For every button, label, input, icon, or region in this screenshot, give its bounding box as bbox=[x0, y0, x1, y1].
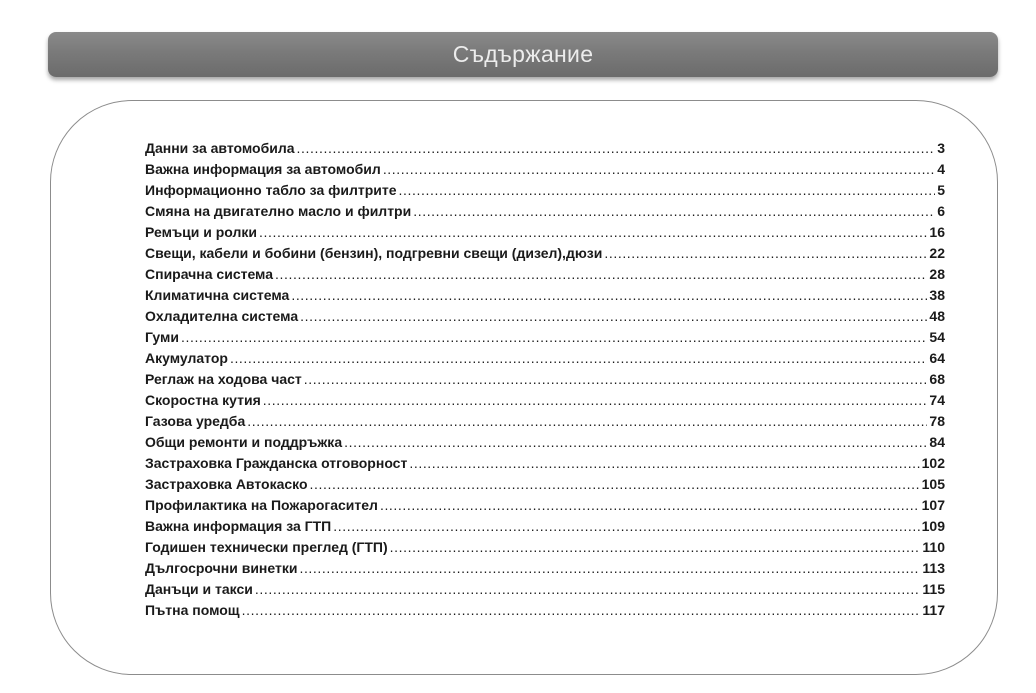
toc-entry-page-number: 115 bbox=[922, 581, 945, 597]
toc-entry-title: Информационно табло за филтрите bbox=[145, 182, 397, 198]
toc-entry[interactable] bbox=[145, 516, 945, 537]
toc-entry[interactable] bbox=[145, 369, 945, 390]
toc-entry-title: Данни за автомобила bbox=[145, 140, 295, 156]
toc-dot-leader bbox=[275, 264, 927, 285]
toc-entry-page-number: 102 bbox=[921, 455, 945, 471]
toc-entry[interactable] bbox=[145, 495, 945, 516]
toc-entry-title: Скоростна кутия bbox=[145, 392, 261, 408]
toc-entry-title: Профилактика на Пожарогасител bbox=[145, 497, 378, 513]
toc-entry[interactable] bbox=[145, 558, 945, 579]
toc-dot-leader bbox=[299, 558, 920, 579]
toc-entry[interactable] bbox=[145, 138, 945, 159]
toc-entry[interactable] bbox=[145, 579, 945, 600]
toc-entry[interactable] bbox=[145, 264, 945, 285]
toc-dot-leader bbox=[181, 327, 927, 348]
toc-entry-title: Важна информация за ГТП bbox=[145, 518, 332, 534]
toc-entry-title: Годишен технически преглед (ГТП) bbox=[145, 539, 388, 555]
toc-entry[interactable] bbox=[145, 327, 945, 348]
toc-dot-leader bbox=[242, 600, 921, 621]
toc-entry-page-number: 6 bbox=[937, 203, 945, 219]
toc-dot-leader bbox=[333, 516, 919, 537]
toc-dot-leader bbox=[310, 474, 920, 495]
toc-entry[interactable] bbox=[145, 453, 945, 474]
toc-entry-title: Важна информация за автомобил bbox=[145, 161, 381, 177]
toc-entry[interactable] bbox=[145, 180, 945, 201]
toc-entry[interactable] bbox=[145, 348, 945, 369]
toc-entry-page-number: 78 bbox=[929, 413, 945, 429]
toc-entry-title: Смяна на двигателно масло и филтри bbox=[145, 203, 412, 219]
toc-dot-leader bbox=[297, 138, 936, 159]
toc-entry-page-number: 84 bbox=[929, 434, 945, 450]
toc-entry-page-number: 22 bbox=[929, 245, 945, 261]
toc-dot-leader bbox=[380, 495, 920, 516]
toc-entry[interactable] bbox=[145, 201, 945, 222]
toc-entry-page-number: 74 bbox=[929, 392, 945, 408]
toc-entry-title: Данъци и такси bbox=[145, 581, 253, 597]
toc-dot-leader bbox=[247, 411, 927, 432]
toc-entry[interactable] bbox=[145, 285, 945, 306]
toc-entry-page-number: 117 bbox=[922, 602, 945, 618]
toc-entry-page-number: 38 bbox=[929, 287, 945, 303]
toc-dot-leader bbox=[300, 306, 927, 327]
toc-entry[interactable] bbox=[145, 432, 945, 453]
toc-dot-leader bbox=[413, 201, 935, 222]
toc-entry-page-number: 3 bbox=[937, 140, 945, 156]
toc-dot-leader bbox=[344, 432, 927, 453]
toc-entry[interactable] bbox=[145, 411, 945, 432]
toc-entry[interactable] bbox=[145, 600, 945, 621]
toc-entry-page-number: 4 bbox=[937, 161, 945, 177]
toc-entry-page-number: 105 bbox=[921, 476, 945, 492]
toc-dot-leader bbox=[604, 243, 927, 264]
toc-entry-title: Общи ремонти и поддръжка bbox=[145, 434, 343, 450]
toc-entry-page-number: 28 bbox=[929, 266, 945, 282]
toc-entry[interactable] bbox=[145, 222, 945, 243]
toc-dot-leader bbox=[255, 579, 921, 600]
toc-entry-page-number: 107 bbox=[921, 497, 945, 513]
toc-dot-leader bbox=[230, 348, 927, 369]
toc-dot-leader bbox=[409, 453, 919, 474]
toc-dot-leader bbox=[399, 180, 936, 201]
toc-dot-leader bbox=[304, 369, 928, 390]
toc-entry[interactable] bbox=[145, 306, 945, 327]
toc-dot-leader bbox=[383, 159, 935, 180]
toc-dot-leader bbox=[291, 285, 927, 306]
toc-entry-page-number: 5 bbox=[937, 182, 945, 198]
toc-entry-page-number: 68 bbox=[929, 371, 945, 387]
toc-entry-page-number: 48 bbox=[929, 308, 945, 324]
toc-entry-title: Застраховка Гражданска отговорност bbox=[145, 455, 408, 471]
toc-entry-page-number: 64 bbox=[929, 350, 945, 366]
toc-dot-leader bbox=[390, 537, 921, 558]
toc-entry[interactable] bbox=[145, 159, 945, 180]
toc-entry-page-number: 16 bbox=[929, 224, 945, 240]
toc-entry-page-number: 113 bbox=[922, 560, 945, 576]
toc-dot-leader bbox=[259, 222, 927, 243]
toc-entry[interactable] bbox=[145, 390, 945, 411]
toc-entry-title: Гуми bbox=[145, 329, 179, 345]
toc-entry-page-number: 54 bbox=[929, 329, 945, 345]
toc-entry-title: Газова уредба bbox=[145, 413, 246, 429]
toc-entry-title: Климатична система bbox=[145, 287, 290, 303]
toc-entry-page-number: 110 bbox=[922, 539, 945, 555]
toc-entry-title: Спирачна система bbox=[145, 266, 274, 282]
toc-entry-title: Дългосрочни винетки bbox=[145, 560, 298, 576]
toc-entry-title: Охладителна система bbox=[145, 308, 299, 324]
toc-entry-title: Ремъци и ролки bbox=[145, 224, 258, 240]
toc-entry[interactable] bbox=[145, 537, 945, 558]
toc-entry[interactable] bbox=[145, 474, 945, 495]
toc-entry[interactable] bbox=[145, 243, 945, 264]
toc-entry-title: Реглаж на ходова част bbox=[145, 371, 302, 387]
toc-entry-page-number: 109 bbox=[921, 518, 945, 534]
header-bar bbox=[48, 32, 998, 77]
toc-entry-title: Пътна помощ bbox=[145, 602, 240, 618]
toc-entry-title: Свещи, кабели и бобини (бензин), подгревни свещи (дизел),дюзи bbox=[145, 245, 603, 261]
toc-entry-title: Застраховка Автокаско bbox=[145, 476, 308, 492]
page-title: Съдържание bbox=[452, 41, 594, 67]
toc-entry-title: Акумулатор bbox=[145, 350, 228, 366]
toc-dot-leader bbox=[263, 390, 928, 411]
table-of-contents bbox=[145, 138, 945, 621]
